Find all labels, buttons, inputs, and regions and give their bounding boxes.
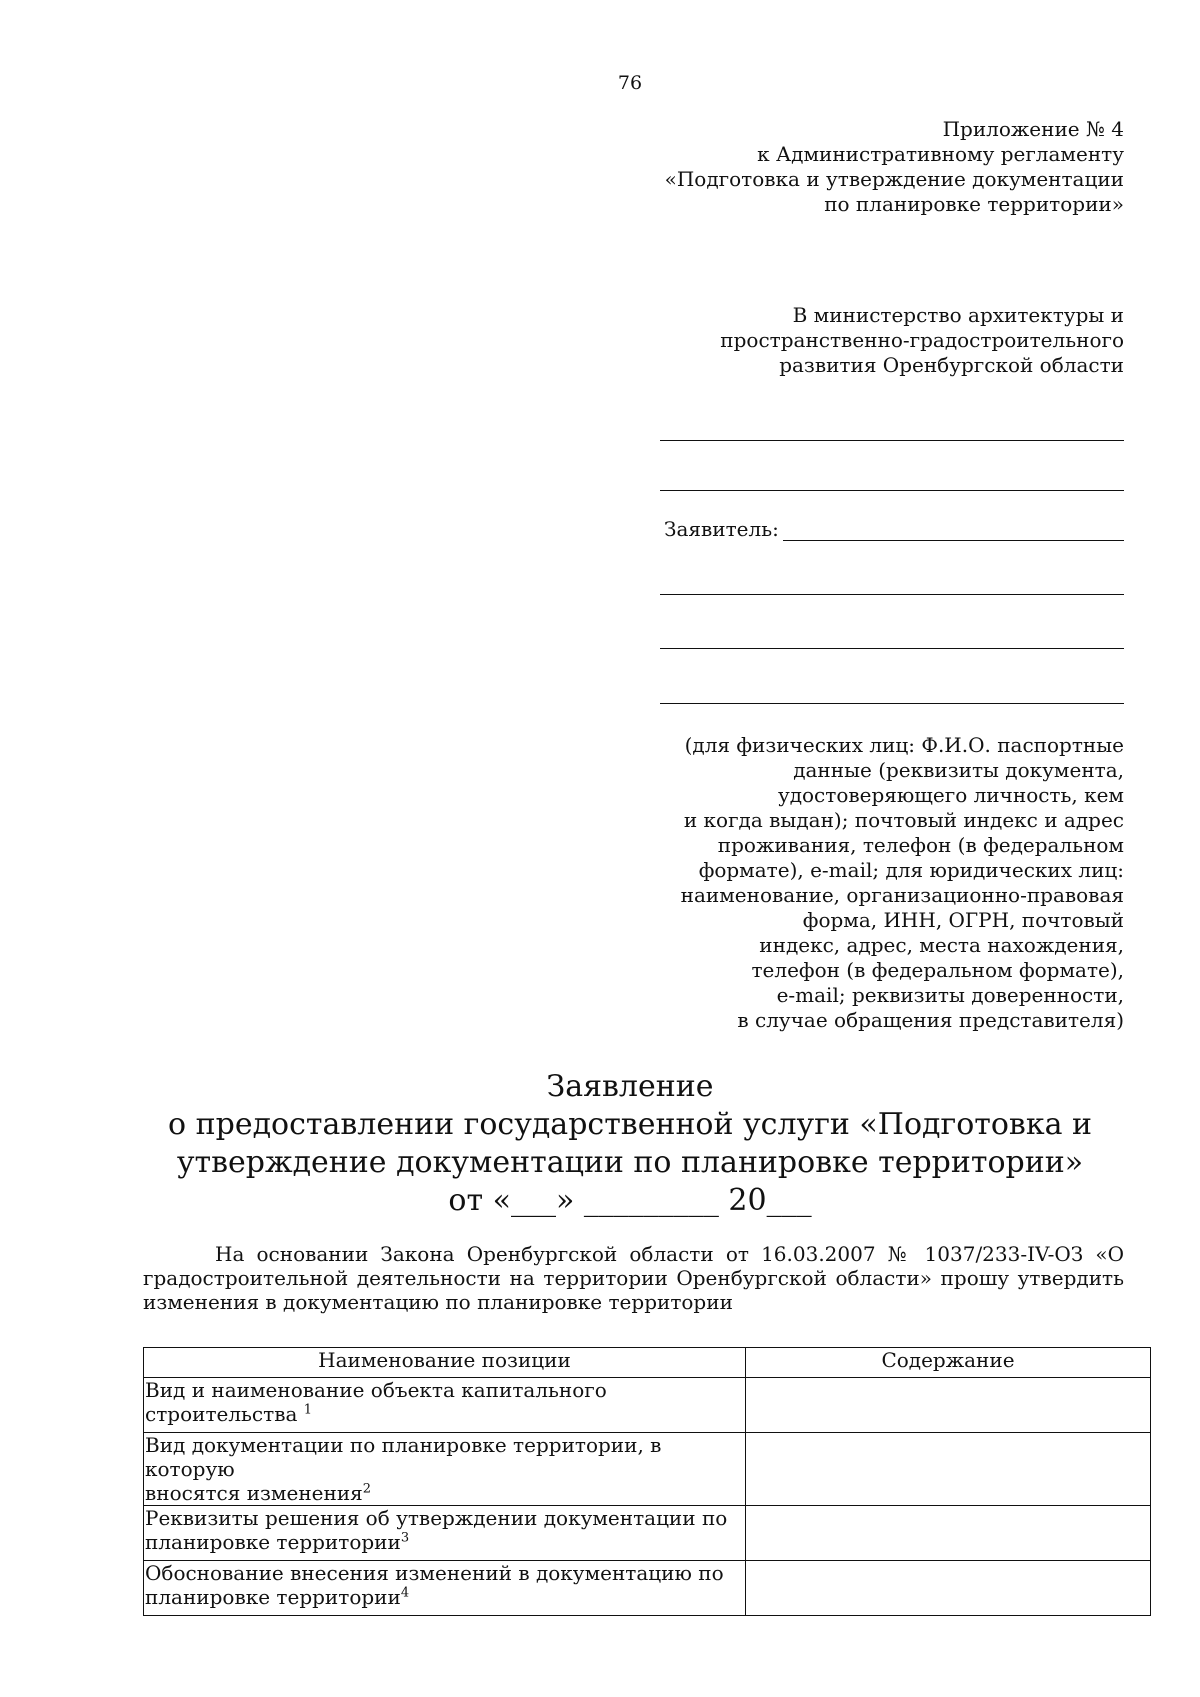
applicant-hint — [681, 733, 1124, 1033]
position-name: Реквизиты решения об утверждении документации по — [145, 1506, 728, 1530]
applicant-blank-line[interactable] — [660, 648, 1124, 649]
applicant-blank-line[interactable] — [660, 594, 1124, 595]
addressee-blank-line[interactable] — [660, 440, 1124, 441]
title-line: утверждение документации по планировке территории» — [176, 1145, 1084, 1180]
hint-line: и когда выдан); почтовый индекс и адрес — [683, 808, 1124, 832]
addressee-line: развития Оренбургской области — [779, 353, 1124, 377]
applicant-blank-line[interactable] — [783, 540, 1124, 541]
document-title — [0, 1068, 1200, 1220]
table-header-row — [144, 1348, 1151, 1378]
applicant-blank-line[interactable] — [660, 703, 1124, 704]
position-name: Вид документации по планировке территории, в которую — [145, 1433, 662, 1481]
positions-table — [143, 1347, 1151, 1616]
footnote-marker: 1 — [303, 1402, 313, 1418]
table-row — [144, 1561, 1151, 1616]
applicant-label: Заявитель: — [664, 517, 779, 541]
hint-line: индекс, адрес, места нахождения, — [759, 933, 1124, 957]
position-name: планировке территории — [145, 1585, 401, 1609]
appendix-line: «Подготовка и утверждение документации — [664, 167, 1124, 191]
basis-line: изменения в документацию по планировке территории — [143, 1290, 733, 1314]
hint-line: наименование, организационно-правовая — [680, 883, 1124, 907]
addressee-block — [720, 303, 1124, 378]
appendix-reference — [665, 117, 1124, 217]
hint-line: форма, ИНН, ОГРН, почтовый — [802, 908, 1124, 932]
content-cell[interactable] — [746, 1378, 1151, 1433]
position-name-cell — [144, 1506, 746, 1561]
appendix-line: по планировке территории» — [824, 192, 1124, 216]
position-name: вносятся изменения — [145, 1481, 363, 1505]
hint-line: e-mail; реквизиты доверенности, — [776, 983, 1124, 1007]
title-date-line[interactable]: от «___» _________ 20___ — [448, 1183, 812, 1218]
position-name-cell — [144, 1378, 746, 1433]
addressee-blank-line[interactable] — [660, 490, 1124, 491]
basis-line: градостроительной деятельности на территории Оренбургской области» прошу утвердить — [143, 1266, 1124, 1290]
position-name: планировке территории — [145, 1530, 401, 1554]
content-cell[interactable] — [746, 1506, 1151, 1561]
table-row — [144, 1506, 1151, 1561]
position-name: Обоснование внесения изменений в документацию по — [145, 1561, 724, 1585]
footnote-marker: 2 — [362, 1481, 372, 1497]
position-name-cell — [144, 1561, 746, 1616]
hint-line: телефон (в федеральном формате), — [751, 958, 1124, 982]
footnote-marker: 3 — [400, 1530, 410, 1546]
hint-line: (для физических лиц: Ф.И.О. паспортные — [684, 733, 1124, 757]
page-number: 76 — [617, 72, 643, 94]
basis-line: На основании Закона Оренбургской области от 16.03.2007 № 1037/233-IV-ОЗ «О — [215, 1242, 1124, 1266]
appendix-line: Приложение № 4 — [942, 117, 1124, 141]
position-name: Вид и наименование объекта капитального — [145, 1378, 607, 1402]
hint-line: в случае обращения представителя) — [737, 1008, 1124, 1032]
content-cell[interactable] — [746, 1561, 1151, 1616]
table-row — [144, 1378, 1151, 1433]
hint-line: проживания, телефон (в федеральном — [717, 833, 1124, 857]
addressee-line: В министерство архитектуры и — [792, 303, 1124, 327]
basis-paragraph — [143, 1242, 1124, 1314]
content-cell[interactable] — [746, 1433, 1151, 1506]
footnote-marker: 4 — [400, 1585, 410, 1601]
column-header-content: Содержание — [746, 1348, 1151, 1378]
table-row — [144, 1433, 1151, 1506]
position-name: строительства — [145, 1402, 298, 1426]
hint-line: удостоверяющего личность, кем — [777, 783, 1124, 807]
title-line: о предоставлении государственной услуги «Подготовка и — [168, 1107, 1092, 1142]
addressee-line: пространственно-градостроительного — [720, 328, 1124, 352]
appendix-line: к Административному регламенту — [757, 142, 1124, 166]
hint-line: данные (реквизиты документа, — [793, 758, 1124, 782]
hint-line: формате), e-mail; для юридических лиц: — [698, 858, 1124, 882]
title-heading: Заявление — [546, 1069, 714, 1104]
column-header-name: Наименование позиции — [144, 1348, 746, 1378]
position-name-cell — [144, 1433, 746, 1506]
